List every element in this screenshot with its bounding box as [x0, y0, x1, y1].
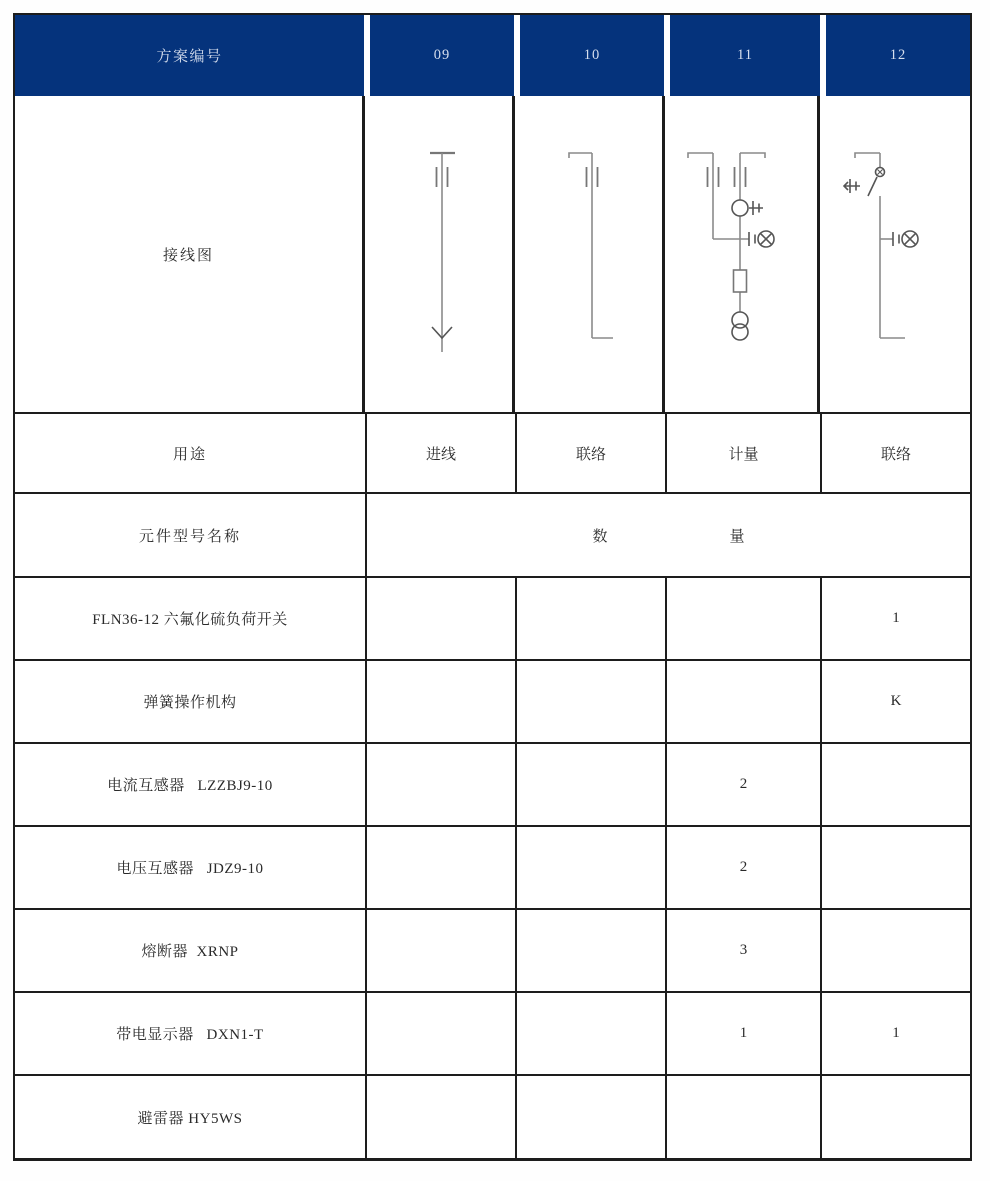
header-scheme-09: 09 — [370, 15, 514, 96]
quantity-value: K — [890, 693, 902, 709]
quantity-value: 1 — [892, 610, 900, 626]
component-row — [15, 827, 970, 910]
component-row — [15, 744, 970, 827]
load-switch-blade-icon — [868, 177, 877, 196]
wiring-diagram-11-icon — [665, 95, 817, 413]
component-row — [15, 661, 970, 744]
component-row — [15, 910, 970, 993]
quantity-value: 1 — [892, 1025, 900, 1041]
quantity-value — [822, 910, 970, 991]
component-row — [15, 1076, 970, 1158]
quantity-value — [367, 744, 517, 825]
quantity-value — [667, 1076, 822, 1158]
quantity-value — [667, 578, 822, 659]
wiring-diagram-cell-10 — [515, 96, 665, 412]
fuse-icon — [734, 270, 747, 292]
load-switch-cross-icon — [878, 170, 883, 175]
wiring-diagram-12-icon — [820, 95, 970, 413]
lamp-cross-icon — [760, 233, 771, 244]
header-scheme-12: 12 — [826, 15, 970, 96]
component-row — [15, 578, 970, 661]
component-model-label: 元件型号名称 — [15, 494, 367, 576]
quantity-value: 1 — [667, 993, 822, 1074]
wiring-diagram-cell-09 — [365, 96, 515, 412]
quantity-char-2: 量 — [729, 528, 745, 545]
component-name: 熔断器 XRNP — [15, 910, 367, 991]
quantity-value: 2 — [667, 744, 822, 825]
quantity-value — [517, 578, 667, 659]
component-row — [15, 993, 970, 1076]
component-name: 弹簧操作机构 — [15, 661, 367, 742]
quantity-value — [517, 910, 667, 991]
purpose-value-12: 联络 — [880, 446, 911, 463]
wiring-diagram-cell-12 — [820, 96, 970, 412]
top-link-line — [569, 153, 592, 158]
purpose-value-10: 联络 — [517, 414, 667, 492]
header-scheme-number-label: 方案编号 — [15, 15, 364, 96]
quantity-value — [367, 661, 517, 742]
quantity-value — [367, 578, 517, 659]
purpose-row — [15, 414, 970, 494]
component-name: 电流互感器 LZZBJ9-10 — [15, 744, 367, 825]
component-name: 电压互感器 JDZ9-10 — [15, 827, 367, 908]
quantity-value — [517, 993, 667, 1074]
wiring-diagram-label: 接线图 — [15, 96, 365, 412]
quantity-value — [367, 827, 517, 908]
left-busbar-line — [688, 153, 713, 158]
header-scheme-10: 10 — [520, 15, 664, 96]
current-transformer-icon — [732, 200, 748, 216]
wiring-diagram-09-icon — [365, 95, 512, 413]
lamp-cross-icon — [904, 233, 915, 244]
component-name: FLN36-12 六氟化硫负荷开关 — [15, 578, 367, 659]
component-name: 带电显示器 DXN1-T — [15, 993, 367, 1074]
quantity-value — [822, 827, 970, 908]
quantity-merged-cell — [367, 494, 970, 576]
quantity-value — [517, 1076, 667, 1158]
header-scheme-11: 11 — [670, 15, 820, 96]
quantity-value — [517, 661, 667, 742]
quantity-char-1: 数 — [592, 528, 608, 545]
quantity-value — [822, 1076, 970, 1158]
purpose-value-11: 计量 — [667, 414, 822, 492]
quantity-value — [367, 910, 517, 991]
scheme-table — [13, 13, 972, 1161]
quantity-value: 3 — [667, 910, 822, 991]
right-busbar-line — [740, 153, 765, 158]
top-busbar-line — [855, 153, 880, 158]
ct-terminal-icon — [749, 201, 763, 215]
wiring-diagram-row — [15, 96, 970, 414]
table-header-row — [15, 15, 970, 96]
quantity-value: 2 — [667, 827, 822, 908]
wiring-diagram-10-icon — [515, 95, 662, 413]
purpose-label: 用途 — [15, 414, 367, 492]
quantity-value — [367, 993, 517, 1074]
quantity-value — [667, 661, 822, 742]
quantity-value — [822, 744, 970, 825]
wiring-diagram-cell-11 — [665, 96, 820, 412]
lamp-terminal-icon — [893, 232, 899, 246]
quantity-value — [517, 827, 667, 908]
operating-mechanism-icon — [844, 179, 860, 193]
quantity-header-row — [15, 494, 970, 578]
component-name: 避雷器 HY5WS — [15, 1076, 367, 1158]
lamp-terminal-icon — [749, 232, 755, 246]
purpose-value-09: 进线 — [367, 414, 517, 492]
quantity-value — [517, 744, 667, 825]
quantity-value — [367, 1076, 517, 1158]
